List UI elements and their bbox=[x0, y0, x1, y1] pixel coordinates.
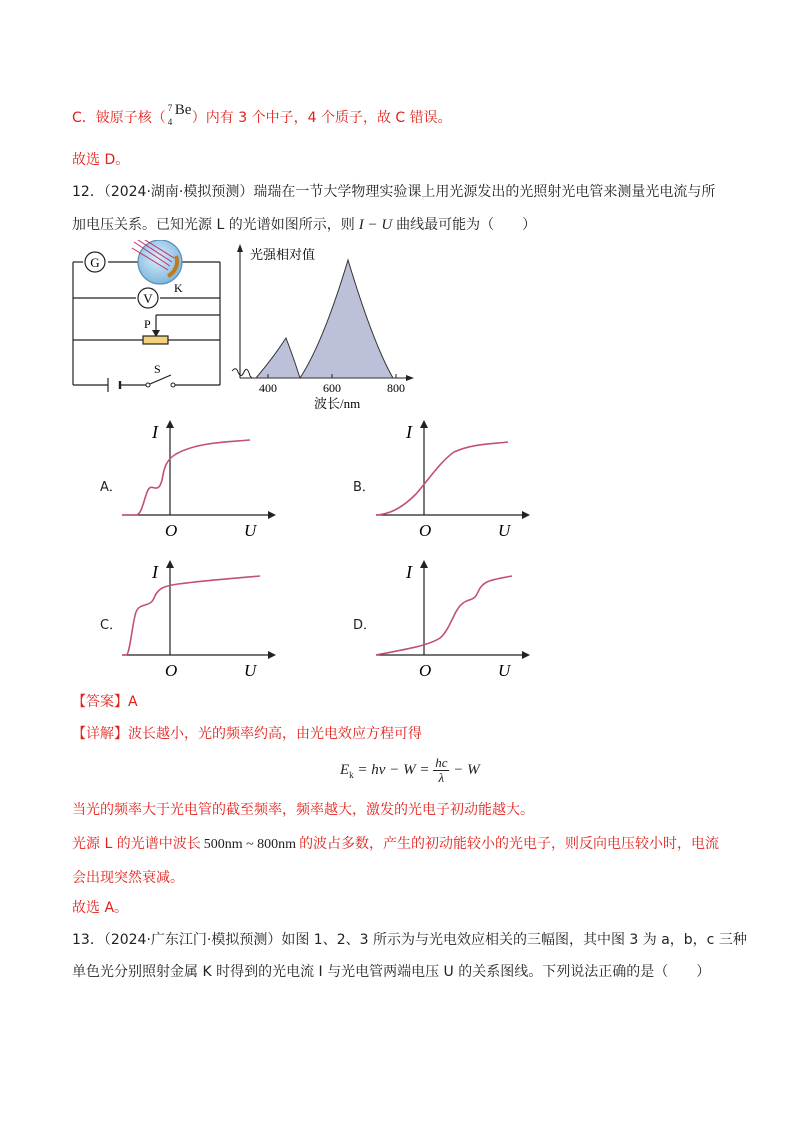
voltmeter-label: V bbox=[143, 291, 153, 306]
nuclide-be bbox=[166, 102, 192, 130]
detail-line3-pre: 光源 L 的光谱中波长 bbox=[72, 836, 201, 852]
curve-d bbox=[376, 576, 512, 655]
option-c-graph bbox=[118, 558, 278, 680]
option-c-pre: C．铍原子核（ bbox=[72, 110, 166, 126]
galvanometer-label: G bbox=[90, 255, 100, 270]
axis-u: U bbox=[244, 521, 257, 540]
spectrum-baseline-wave bbox=[232, 369, 252, 378]
iu-symbol: I − U bbox=[358, 217, 393, 233]
option-a-label: A． bbox=[100, 480, 122, 495]
axis-u: U bbox=[498, 521, 511, 540]
axis-i: I bbox=[406, 562, 412, 582]
spectrum-chart bbox=[228, 238, 418, 410]
spectrum-peak-large bbox=[300, 260, 393, 378]
tick-400: 400 bbox=[259, 381, 277, 395]
detail-line4: 会出现突然衰减。 bbox=[72, 870, 184, 886]
formula-num: hc bbox=[435, 755, 448, 771]
formula-sub: k bbox=[349, 770, 354, 780]
origin-o: O bbox=[165, 521, 178, 540]
detail-line3-post: 的波占多数，产生的初动能较小的光电子，则反向电压较小时，电流 bbox=[299, 836, 720, 852]
detail-line3 bbox=[72, 832, 719, 857]
photoelectric-formula bbox=[340, 752, 480, 793]
detail-line2: 当光的频率大于光电管的截至频率，频率越大，激发的光电子初动能越大。 bbox=[72, 802, 534, 818]
curve-c bbox=[122, 576, 260, 655]
curve-b bbox=[376, 442, 508, 515]
spectrum-peak-small bbox=[256, 338, 300, 378]
axis-u: U bbox=[244, 661, 257, 680]
q12-stem-pre: 加电压关系。已知光源 L 的光谱如图所示，则 bbox=[72, 217, 355, 233]
answer-line bbox=[72, 690, 138, 714]
q12-stem-line2 bbox=[72, 213, 536, 237]
option-c-label: C． bbox=[100, 618, 123, 633]
option-c-post: ）内有 3 个中子，4 个质子，故 C 错误。 bbox=[191, 110, 452, 126]
option-d-graph bbox=[372, 558, 532, 680]
tick-600: 600 bbox=[323, 381, 341, 395]
nuclide-atomic: 4 bbox=[167, 117, 173, 127]
spectrum-xlabel: 波长/nm bbox=[314, 396, 361, 410]
q12-stem-post: 曲线最可能为（ ） bbox=[396, 217, 537, 233]
axis-i: I bbox=[152, 562, 158, 582]
option-c-line bbox=[72, 102, 452, 130]
formula-mid: = hν − W = bbox=[353, 762, 434, 778]
nuclide-mass: 7 bbox=[167, 103, 173, 113]
curve-a bbox=[122, 440, 250, 515]
origin-o: O bbox=[419, 661, 432, 680]
rheostat-icon bbox=[143, 336, 168, 344]
formula-e: E bbox=[340, 762, 350, 778]
option-b-label: B． bbox=[353, 480, 375, 495]
q13-line1: 13．（2024·广东江门·模拟预测）如图 1、2、3 所示为与光电效应相关的三幅图，其中图 3 为 a，b，c 三种 bbox=[72, 932, 747, 948]
circuit-diagram bbox=[68, 240, 243, 392]
q12-stem-line1: 12．（2024·湖南·模拟预测）瑞瑞在一节大学物理实验课上用光源发出的光照射光电管来测量光电流与所 bbox=[72, 184, 716, 200]
tick-800: 800 bbox=[387, 381, 405, 395]
cathode-label: K bbox=[174, 281, 183, 295]
q12-choose: 故选 A。 bbox=[72, 900, 129, 916]
slider-label: P bbox=[144, 317, 151, 331]
axis-i: I bbox=[406, 422, 412, 442]
formula-fraction bbox=[433, 756, 449, 785]
detail-line1 bbox=[72, 722, 422, 746]
formula-tail: − W bbox=[449, 762, 480, 778]
answer-tag: 【答案】 bbox=[72, 694, 128, 710]
detail-text1: 波长越小，光的频率约高，由光电效应方程可得 bbox=[128, 726, 422, 742]
axis-u: U bbox=[498, 661, 511, 680]
origin-o: O bbox=[165, 661, 178, 680]
axis-i: I bbox=[152, 422, 158, 442]
prev-choose: 故选 D。 bbox=[72, 152, 130, 168]
switch-icon bbox=[146, 383, 150, 387]
wavelength-range: 500nm ~ 800nm bbox=[203, 837, 297, 852]
origin-o: O bbox=[419, 521, 432, 540]
detail-tag: 【详解】 bbox=[72, 726, 128, 742]
formula-den: λ bbox=[438, 770, 445, 786]
spectrum-ylabel: 光强相对值 bbox=[250, 247, 316, 262]
option-a-graph bbox=[118, 418, 278, 540]
answer-value: A bbox=[128, 694, 138, 710]
option-d-label: D． bbox=[353, 618, 377, 633]
q13-line2: 单色光分别照射金属 K 时得到的光电流 I 与光电管两端电压 U 的关系图线。下列说法正确的是（ ） bbox=[72, 964, 711, 980]
switch-label: S bbox=[154, 362, 161, 376]
nuclide-symbol: Be bbox=[174, 102, 192, 118]
option-b-graph bbox=[372, 418, 532, 540]
